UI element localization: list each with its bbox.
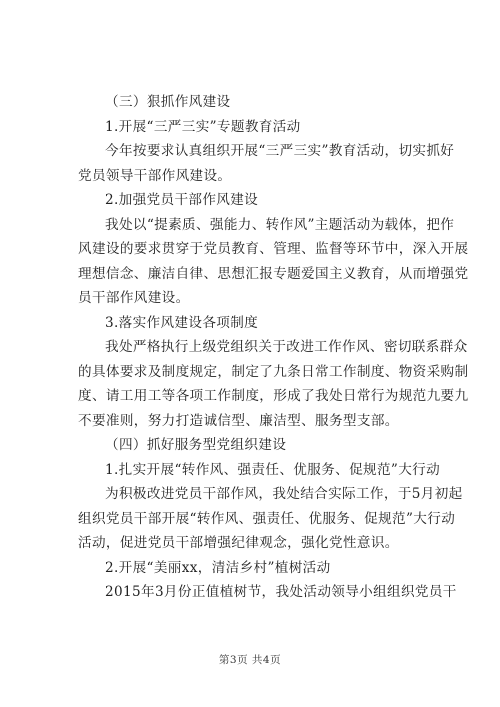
paragraph-line: 今年按要求认真组织开展“三严三实”教育活动，切实抓好 xyxy=(105,143,455,159)
paragraph-line: 组织党员干部开展“转作风、强责任、优服务、促规范”大行动 xyxy=(78,510,456,527)
paragraph-line: 我处以“提素质、强能力、转作风”主题活动为载体，把作 xyxy=(105,216,455,233)
paragraph-line: 活动，促进党员干部增强纪律观念，强化党性意识。 xyxy=(78,535,399,551)
subsection-heading: 3.落实作风建设各项制度 xyxy=(105,314,259,331)
subsection-heading: 2.加强党员干部作风建设 xyxy=(105,192,259,208)
subsection-heading: 1.开展“三严三实”专题教育活动 xyxy=(105,118,301,135)
document-body xyxy=(78,90,469,605)
section-heading: （四）抓好服务型党组织建设 xyxy=(105,437,287,453)
paragraph-line: 员干部作风建设。 xyxy=(78,290,190,306)
subsection-heading: 2.开展“美丽xx，清洁乡村”植树活动 xyxy=(105,559,331,576)
paragraph-line: 的具体要求及制度规定，制定了九条日常工作制度、物资采购制 xyxy=(78,363,469,380)
paragraph-line: 2015年3月份正值植树节，我处活动领导小组组织党员干 xyxy=(105,584,457,600)
paragraph-line: 不要准则，努力打造诚信型、廉洁型、服务型支部。 xyxy=(78,412,399,429)
paragraph-line: 为积极改进党员干部作风，我处结合实际工作，于5月初起 xyxy=(105,486,463,502)
paragraph-line: 度、请工用工等各项工作制度，形成了我处日常行为规范九要九 xyxy=(78,388,469,404)
subsection-heading: 1.扎实开展“转作风、强责任、优服务、促规范”大行动 xyxy=(105,461,441,478)
paragraph-line: 理想信念、廉洁自律、思想汇报专题爱国主义教育，从而增强党 xyxy=(78,265,469,282)
paragraph-line: 党员领导干部作风建设。 xyxy=(78,167,232,184)
paragraph-line: 我处严格执行上级党组织关于改进工作作风、密切联系群众 xyxy=(105,339,468,355)
paragraph-line: 风建设的要求贯穿于党员教育、管理、监督等环节中，深入开展 xyxy=(78,241,469,257)
page-number-label: 第3页 共4页 xyxy=(218,654,282,666)
page-footer xyxy=(0,652,500,667)
section-heading: （三）狠抓作风建设 xyxy=(105,94,231,110)
